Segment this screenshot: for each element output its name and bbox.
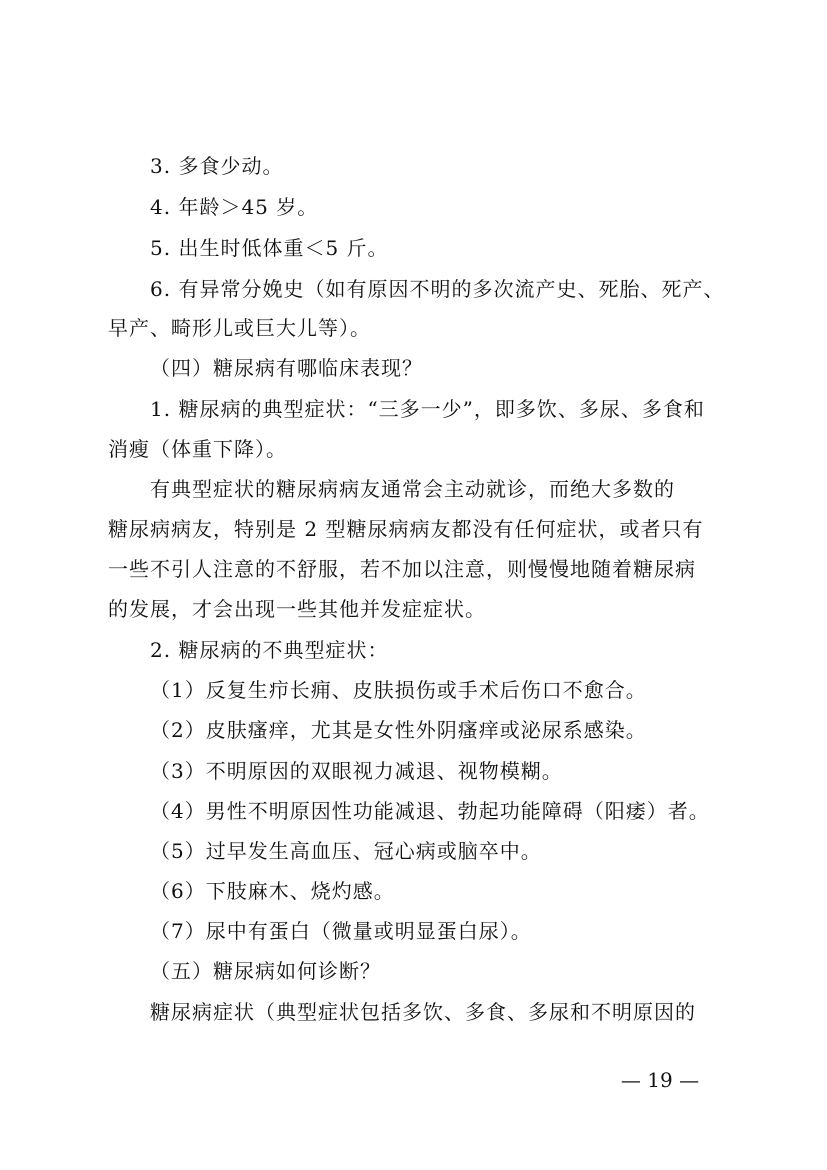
list-item-5: （5）过早发生高血压、冠心病或脑卒中。: [150, 839, 542, 863]
paragraph-typical-symptoms-line-2: 消瘦（体重下降）。: [108, 437, 287, 461]
paragraph-body-line-2: 糖尿病病友，特别是 2 型糖尿病病友都没有任何症状，或者只有: [108, 517, 704, 541]
paragraph-atypical-symptoms: 2. 糖尿病的不典型症状：: [150, 638, 389, 662]
paragraph-body-line-4: 的发展，才会出现一些其他并发症症状。: [108, 597, 486, 621]
list-item-4: （4）男性不明原因性功能减退、勃起功能障碍（阳痿）者。: [150, 799, 710, 823]
list-item-6: （6）下肢麻木、烧灼感。: [150, 879, 395, 903]
list-item-2: （2）皮肤瘙痒，尤其是女性外阴瘙痒或泌尿系感染。: [150, 718, 647, 742]
paragraph-item-4: 4. 年龄＞45 岁。: [150, 195, 319, 219]
paragraph-typical-symptoms-line-1: 1. 糖尿病的典型症状：“三多一少”，即多饮、多尿、多食和: [150, 397, 705, 421]
paragraph-item-6-line-2: 早产、畸形儿或巨大儿等）。: [108, 316, 371, 340]
list-item-7: （7）尿中有蛋白（微量或明显蛋白尿）。: [150, 919, 532, 943]
paragraph-body-line-1: 有典型症状的糖尿病病友通常会主动就诊，而绝大多数的: [150, 477, 675, 501]
paragraph-item-5: 5. 出生时低体重＜5 斤。: [150, 236, 389, 260]
list-item-3: （3）不明原因的双眼视力减退、视物模糊。: [150, 759, 563, 783]
paragraph-body-line-3: 一些不引人注意的不舒服，若不加以注意，则慢慢地随着糖尿病: [108, 557, 696, 581]
section-heading-4: （四）糖尿病有哪临床表现？: [150, 356, 423, 380]
list-item-1: （1）反复生疖长痈、皮肤损伤或手术后伤口不愈合。: [150, 678, 647, 702]
paragraph-item-6-line-1: 6. 有异常分娩史（如有原因不明的多次流产史、死胎、死产、: [150, 277, 725, 301]
page-number: — 19 —: [620, 1068, 700, 1092]
paragraph-diagnosis-line-1: 糖尿病症状（典型症状包括多饮、多食、多尿和不明原因的: [150, 1000, 696, 1024]
section-heading-5: （五）糖尿病如何诊断？: [150, 959, 381, 983]
paragraph-item-3: 3. 多食少动。: [150, 154, 284, 178]
